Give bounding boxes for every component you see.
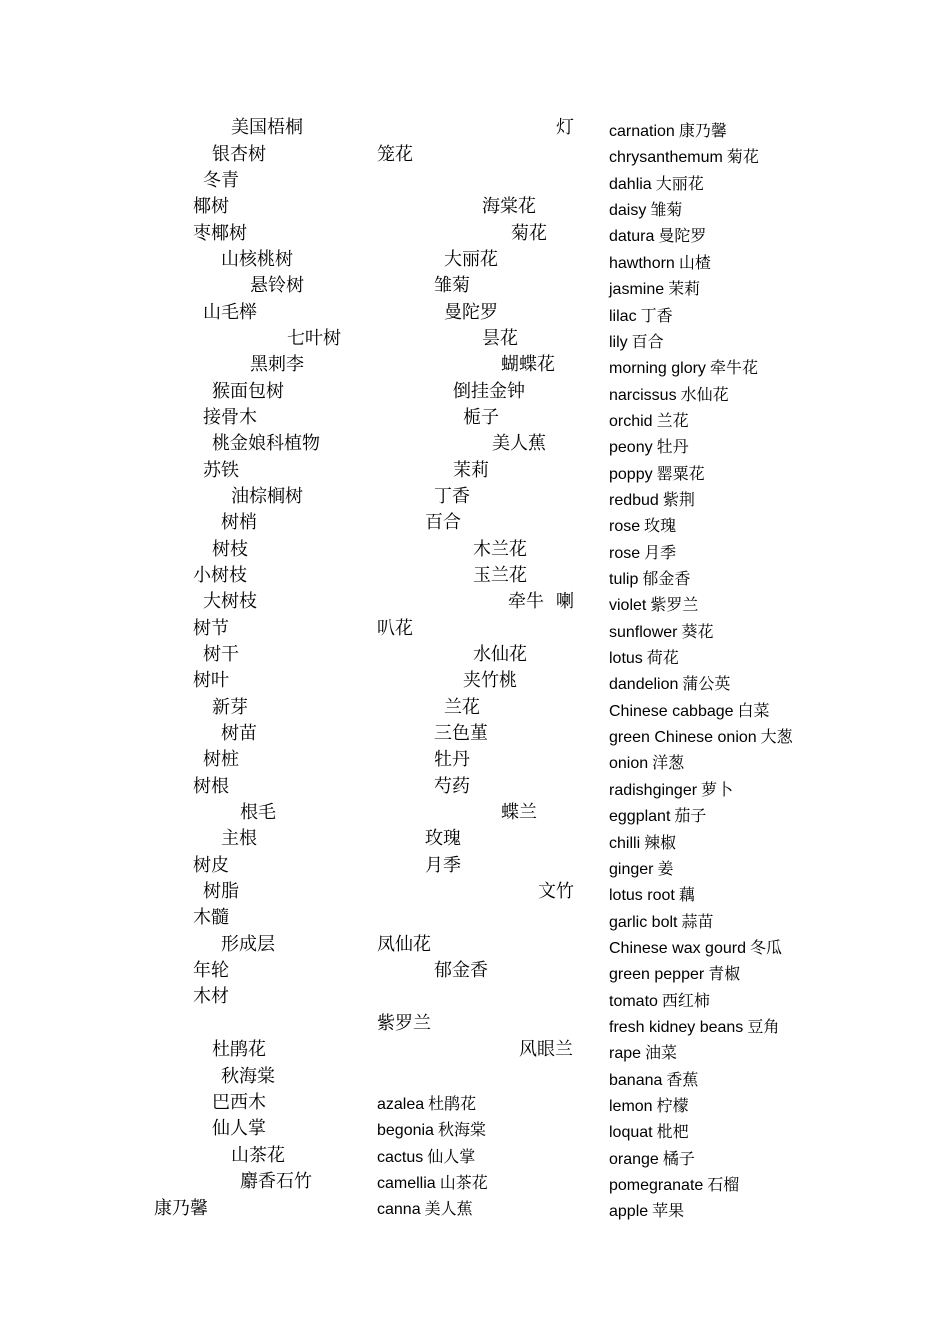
vocab-pair xyxy=(609,120,727,143)
vocab-pair xyxy=(377,1198,473,1221)
chinese-word: 杜鹃花 xyxy=(428,1094,477,1113)
chinese-word: 青椒 xyxy=(708,964,741,984)
chinese-word: 兰花 xyxy=(656,410,689,430)
term: 悬铃树 xyxy=(250,275,304,296)
english-word: azalea xyxy=(377,1096,425,1113)
english-word: ginger xyxy=(609,860,654,878)
term: 曼陀罗 xyxy=(444,302,498,323)
term: 玉兰花 xyxy=(473,565,527,586)
vocab-pair xyxy=(609,963,740,986)
vocab-pair xyxy=(609,1095,689,1118)
term: 玫瑰 xyxy=(425,828,461,849)
term: 椰树 xyxy=(193,196,229,217)
english-word: peony xyxy=(609,439,653,457)
english-word: rose xyxy=(609,518,641,536)
term: 牵牛 xyxy=(508,591,544,612)
english-word: tomato xyxy=(609,992,658,1010)
chinese-word: 罂粟花 xyxy=(656,463,705,483)
term: 接骨木 xyxy=(203,407,257,428)
vocab-pair xyxy=(609,252,711,275)
chinese-word: 仙人掌 xyxy=(427,1147,476,1166)
chinese-word: 洋葱 xyxy=(652,753,685,773)
term: 文竹 xyxy=(538,881,574,902)
term: 紫罗兰 xyxy=(377,1013,431,1034)
chinese-word: 曼陀罗 xyxy=(658,226,707,246)
term: 树节 xyxy=(193,618,229,639)
english-word: chrysanthemum xyxy=(609,149,723,167)
chinese-word: 枇杷 xyxy=(656,1122,689,1142)
english-word: dahlia xyxy=(609,175,652,193)
english-word: poppy xyxy=(609,465,653,483)
term: 树枝 xyxy=(212,539,248,560)
vocab-pair xyxy=(609,1069,698,1092)
term: 树桩 xyxy=(203,749,239,770)
chinese-word: 柠檬 xyxy=(656,1096,689,1115)
chinese-word: 辣椒 xyxy=(644,832,677,852)
term: 叭花 xyxy=(377,618,413,639)
vocab-pair xyxy=(609,1174,739,1197)
term: 茉莉 xyxy=(453,460,489,481)
term: 油棕榈树 xyxy=(231,486,303,507)
english-word: rape xyxy=(609,1045,642,1063)
chinese-word: 豆角 xyxy=(747,1016,780,1036)
chinese-word: 美人蕉 xyxy=(424,1199,473,1218)
term: 菊花 xyxy=(511,223,547,244)
term: 形成层 xyxy=(221,934,275,955)
chinese-word: 苹果 xyxy=(652,1201,685,1221)
vocab-pair xyxy=(609,647,679,670)
term: 月季 xyxy=(425,855,461,876)
term: 灯 xyxy=(556,117,574,138)
vocab-pair xyxy=(377,1093,476,1116)
chinese-word: 西红柿 xyxy=(661,990,710,1010)
chinese-word: 牵牛花 xyxy=(709,358,758,378)
vocab-pair xyxy=(377,1146,475,1169)
chinese-word: 山楂 xyxy=(678,252,711,272)
term: 倒挂金钟 xyxy=(453,381,525,402)
chinese-word: 石榴 xyxy=(707,1175,740,1194)
chinese-word: 萝卜 xyxy=(701,779,734,799)
english-word: onion xyxy=(609,755,649,773)
term: 大丽花 xyxy=(444,249,498,270)
term: 木兰花 xyxy=(473,539,527,560)
english-word: cactus xyxy=(377,1149,424,1166)
chinese-word: 白菜 xyxy=(737,700,770,720)
term: 兰花 xyxy=(444,697,480,718)
chinese-word: 玫瑰 xyxy=(644,516,677,536)
term: 秋海棠 xyxy=(221,1066,275,1087)
term: 牡丹 xyxy=(434,749,470,770)
english-word: lemon xyxy=(609,1098,653,1115)
vocab-pair xyxy=(609,278,700,301)
term: 郁金香 xyxy=(434,960,488,981)
term: 主根 xyxy=(221,828,257,849)
term: 树苗 xyxy=(221,723,257,744)
english-word: hawthorn xyxy=(609,254,675,272)
english-word: lily xyxy=(609,333,628,351)
vocab-pair xyxy=(609,146,759,169)
term: 山毛榉 xyxy=(203,302,257,323)
chinese-word: 油菜 xyxy=(645,1043,678,1063)
english-word: eggplant xyxy=(609,808,671,826)
english-word: apple xyxy=(609,1203,649,1221)
english-word: lilac xyxy=(609,307,637,325)
chinese-word: 秋海棠 xyxy=(437,1120,486,1139)
term: 山茶花 xyxy=(231,1145,285,1166)
vocab-pair xyxy=(609,911,714,934)
chinese-word: 菊花 xyxy=(726,147,759,167)
english-word: dandelion xyxy=(609,676,679,694)
chinese-word: 紫罗兰 xyxy=(650,595,699,615)
vocab-pair xyxy=(609,1200,684,1223)
chinese-word: 大葱 xyxy=(760,727,793,747)
term: 喇 xyxy=(556,591,574,612)
chinese-word: 康乃馨 xyxy=(678,121,727,140)
chinese-word: 香蕉 xyxy=(666,1069,699,1089)
term: 风眼兰 xyxy=(519,1039,573,1060)
vocab-pair xyxy=(609,1042,677,1065)
vocab-pair xyxy=(609,331,664,354)
term: 树脂 xyxy=(203,881,239,902)
vocab-pair xyxy=(609,384,729,407)
term: 枣椰树 xyxy=(193,223,247,244)
term: 黑刺李 xyxy=(250,354,304,375)
chinese-word: 蒜苗 xyxy=(681,911,714,931)
english-word: sunflower xyxy=(609,623,678,641)
english-word: garlic bolt xyxy=(609,913,678,931)
english-word: lotus root xyxy=(609,887,675,905)
english-word: carnation xyxy=(609,123,675,140)
vocab-pair xyxy=(609,726,793,749)
english-word: rose xyxy=(609,544,641,562)
term: 小树枝 xyxy=(193,565,247,586)
chinese-word: 茉莉 xyxy=(668,279,701,299)
term: 夹竹桃 xyxy=(463,670,517,691)
vocab-pair xyxy=(609,225,706,248)
chinese-word: 姜 xyxy=(657,858,674,878)
english-word: Chinese wax gourd xyxy=(609,939,746,957)
vocab-pair xyxy=(377,1119,486,1142)
term: 年轮 xyxy=(193,960,229,981)
english-word: pomegranate xyxy=(609,1177,704,1194)
term: 树根 xyxy=(193,776,229,797)
vocab-pair xyxy=(609,463,705,486)
vocab-pair xyxy=(609,858,674,881)
term: 猴面包树 xyxy=(212,381,284,402)
term: 美人蕉 xyxy=(492,433,546,454)
vocab-pair xyxy=(609,1121,689,1144)
chinese-word: 蒲公英 xyxy=(682,674,731,694)
vocab-pair xyxy=(609,489,695,512)
term: 树叶 xyxy=(193,670,229,691)
english-word: jasmine xyxy=(609,281,665,299)
term: 芍药 xyxy=(434,776,470,797)
term: 树梢 xyxy=(221,512,257,533)
term: 栀子 xyxy=(463,407,499,428)
term: 树皮 xyxy=(193,855,229,876)
english-word: green pepper xyxy=(609,966,705,984)
vocab-pair xyxy=(609,884,695,907)
term: 七叶树 xyxy=(287,328,341,349)
english-word: begonia xyxy=(377,1122,434,1139)
term: 笼花 xyxy=(377,144,413,165)
chinese-word: 冬瓜 xyxy=(749,937,782,957)
vocab-pair xyxy=(609,990,710,1013)
term: 桃金娘科植物 xyxy=(212,433,320,454)
term: 雏菊 xyxy=(434,275,470,296)
term: 丁香 xyxy=(434,486,470,507)
english-word: daisy xyxy=(609,202,647,220)
chinese-word: 紫荆 xyxy=(662,489,695,509)
term: 新芽 xyxy=(212,697,248,718)
term: 三色堇 xyxy=(434,723,488,744)
english-word: chilli xyxy=(609,834,641,852)
vocab-pair xyxy=(609,173,704,196)
english-word: orange xyxy=(609,1150,659,1168)
english-word: fresh kidney beans xyxy=(609,1018,744,1036)
vocab-pair xyxy=(609,515,676,538)
chinese-word: 百合 xyxy=(631,331,664,351)
term: 银杏树 xyxy=(212,144,266,165)
chinese-word: 藕 xyxy=(678,885,695,905)
vocab-pair xyxy=(609,568,690,591)
chinese-word: 水仙花 xyxy=(680,384,729,404)
chinese-word: 茄子 xyxy=(674,806,707,826)
term: 木髓 xyxy=(193,907,229,928)
vocab-pair xyxy=(609,436,689,459)
term: 仙人掌 xyxy=(212,1118,266,1139)
english-word: violet xyxy=(609,597,647,615)
vocab-pair xyxy=(609,199,682,222)
english-word: redbud xyxy=(609,491,659,509)
term: 山核桃树 xyxy=(221,249,293,270)
english-word: camellia xyxy=(377,1175,436,1192)
vocab-pair xyxy=(609,1148,695,1171)
chinese-word: 大丽花 xyxy=(655,173,704,193)
vocab-pair xyxy=(609,673,730,696)
chinese-word: 葵花 xyxy=(681,621,714,641)
term: 蝶兰 xyxy=(501,802,537,823)
chinese-word: 郁金香 xyxy=(642,569,691,588)
chinese-word: 雏菊 xyxy=(650,200,683,220)
term: 康乃馨 xyxy=(154,1198,208,1219)
term: 麝香石竹 xyxy=(240,1171,312,1192)
vocab-pair xyxy=(609,410,689,433)
term: 百合 xyxy=(425,512,461,533)
vocab-pair xyxy=(609,937,782,960)
chinese-word: 牡丹 xyxy=(656,437,689,457)
term: 海棠花 xyxy=(482,196,536,217)
term: 根毛 xyxy=(240,802,276,823)
english-word: datura xyxy=(609,228,655,246)
vocab-pair xyxy=(609,1016,779,1039)
vocab-pair xyxy=(609,357,758,380)
vocab-pair xyxy=(609,805,706,828)
english-word: radishginger xyxy=(609,781,698,799)
english-word: banana xyxy=(609,1071,663,1089)
term: 木材 xyxy=(193,986,229,1007)
chinese-word: 月季 xyxy=(644,542,677,562)
vocab-pair xyxy=(609,621,714,644)
vocab-pair xyxy=(609,832,676,855)
chinese-word: 山茶花 xyxy=(439,1173,488,1192)
chinese-word: 丁香 xyxy=(640,305,673,325)
term: 水仙花 xyxy=(473,644,527,665)
english-word: orchid xyxy=(609,412,653,430)
vocab-pair xyxy=(609,305,673,328)
english-word: Chinese cabbage xyxy=(609,702,734,720)
term: 树干 xyxy=(203,644,239,665)
term: 蝴蝶花 xyxy=(501,354,555,375)
term: 苏铁 xyxy=(203,460,239,481)
term: 昙花 xyxy=(482,328,518,349)
english-word: narcissus xyxy=(609,386,677,404)
english-word: loquat xyxy=(609,1124,653,1142)
term: 杜鹃花 xyxy=(212,1039,266,1060)
chinese-word: 橘子 xyxy=(662,1148,695,1168)
term: 巴西木 xyxy=(212,1092,266,1113)
term: 美国梧桐 xyxy=(231,117,303,138)
vocab-pair xyxy=(609,700,770,723)
term: 大树枝 xyxy=(203,591,257,612)
term: 冬青 xyxy=(203,170,239,191)
english-word: green Chinese onion xyxy=(609,729,757,747)
vocab-pair xyxy=(609,542,676,565)
vocab-pair xyxy=(609,752,684,775)
vocab-pair xyxy=(609,779,733,802)
vocab-pair xyxy=(609,594,698,617)
term: 凤仙花 xyxy=(377,934,431,955)
english-word: lotus xyxy=(609,650,643,667)
english-word: morning glory xyxy=(609,360,706,378)
english-word: canna xyxy=(377,1201,421,1218)
chinese-word: 荷花 xyxy=(646,648,679,667)
vocab-pair xyxy=(377,1172,488,1195)
english-word: tulip xyxy=(609,571,639,588)
